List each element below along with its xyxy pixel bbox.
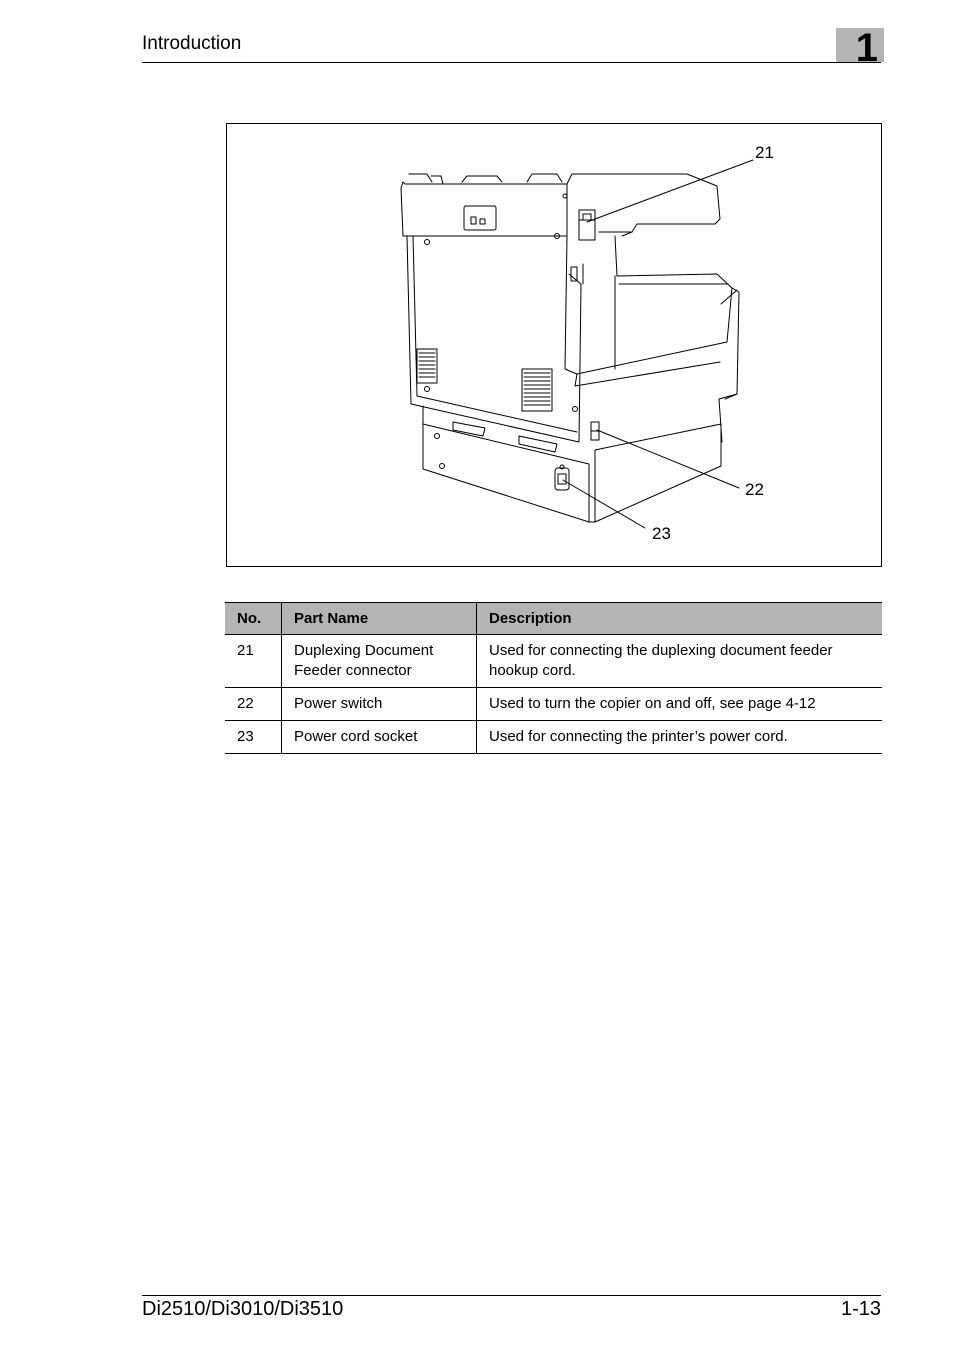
table-header-row xyxy=(225,603,882,635)
table-row xyxy=(225,721,882,754)
cell-no: 22 xyxy=(225,688,282,721)
callout-21: 21 xyxy=(755,143,774,162)
cell-description: Used for connecting the printer’s power cord. xyxy=(477,721,883,754)
col-header-part-name: Part Name xyxy=(282,603,477,635)
cell-part-name: Power switch xyxy=(282,688,477,721)
cell-description: Used for connecting the duplexing document feeder hookup cord. xyxy=(477,635,883,688)
cell-part-name: Power cord socket xyxy=(282,721,477,754)
header-rule xyxy=(142,62,881,63)
page-number: 1-13 xyxy=(840,1298,881,1320)
footer-rule xyxy=(142,1295,881,1296)
cell-part-name: Duplexing Document Feeder connector xyxy=(282,635,477,688)
cell-description: Used to turn the copier on and off, see page 4-12 xyxy=(477,688,883,721)
parts-table xyxy=(225,602,882,754)
cell-no: 21 xyxy=(225,635,282,688)
callout-23: 23 xyxy=(652,524,671,543)
copier-rear-illustration xyxy=(227,124,881,566)
col-header-description: Description xyxy=(477,603,883,635)
cell-no: 23 xyxy=(225,721,282,754)
copier-rear-view-figure xyxy=(226,123,882,567)
chapter-tab xyxy=(836,26,884,70)
col-header-no: No. xyxy=(225,603,282,635)
table-row xyxy=(225,635,882,688)
table-row xyxy=(225,688,882,721)
callout-22: 22 xyxy=(745,480,764,499)
chapter-number: 1 xyxy=(855,26,878,70)
model-name: Di2510/Di3010/Di3510 xyxy=(142,1298,344,1320)
section-title: Introduction xyxy=(142,33,242,54)
